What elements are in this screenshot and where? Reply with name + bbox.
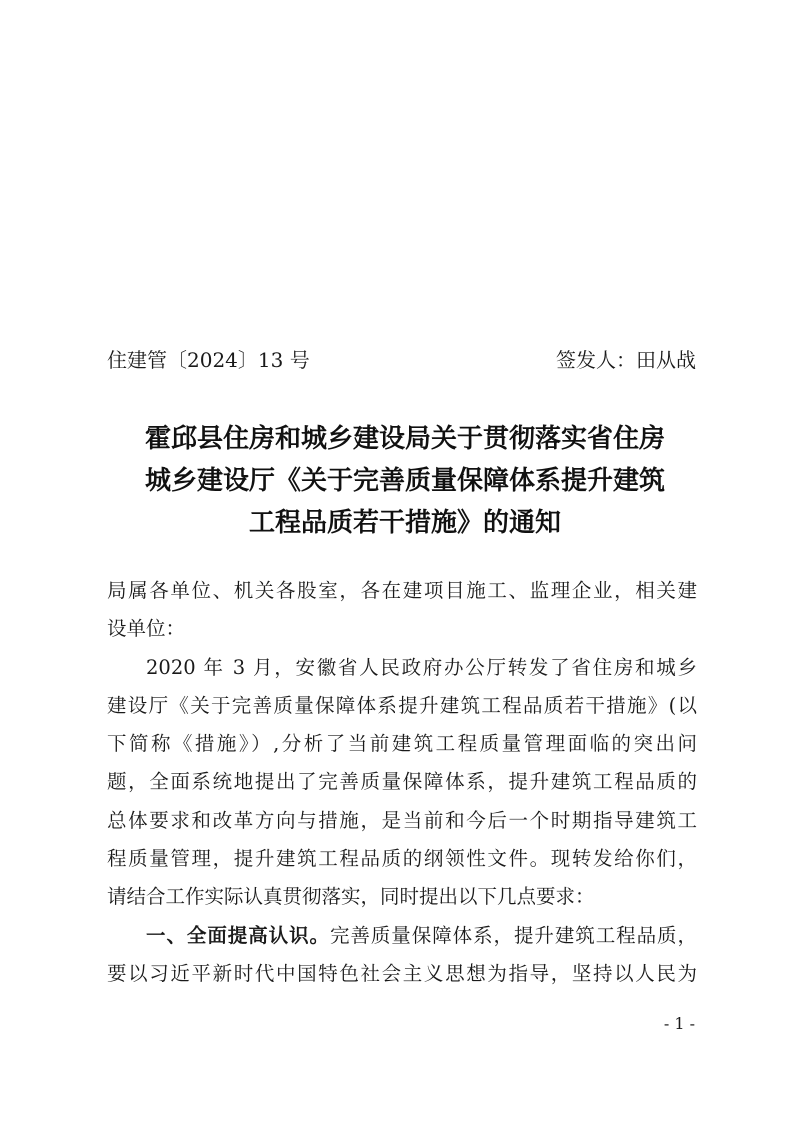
document-header [107,344,696,376]
paragraph-line: 建设厅《关于完善质量保障体系提升建筑工程品质若干措施》(以 [107,693,697,717]
paragraph-line: 要以习近平新时代中国特色社会主义思想为指导，坚持以人民为 [107,961,697,985]
paragraph-line: 请结合工作实际认真贯彻落实，同时提出以下几点要求： [107,885,595,909]
paragraph-line: 程质量管理，提升建筑工程品质的纲领性文件。现转发给你们， [107,847,697,871]
document-body [107,572,697,993]
paragraph-line [107,917,697,955]
section-heading: 一、全面提高认识。 [146,923,330,947]
recipients-line: 设单位： [107,617,186,641]
title-line: 工程品质若干措施》的通知 [248,508,561,538]
paragraph-line: 下简称《措施》）,分析了当前建筑工程质量管理面临的突出问 [107,732,697,756]
paragraph-line: 题，全面系统地提出了完善质量保障体系，提升建筑工程品质的 [107,770,697,794]
signer: 签发人：田从战 [556,348,696,372]
recipients-line: 局属各单位、机关各股室，各在建项目施工、监理企业，相关建 [107,579,697,602]
document-number: 住建管〔2024〕13 号 [107,348,310,372]
title-line: 城乡建设厅《关于完善质量保障体系提升建筑 [144,466,665,496]
page-number: - 1 - [663,1014,695,1033]
document-title [100,418,710,544]
title-line: 霍邱县住房和城乡建设局关于贯彻落实省住房 [144,424,665,454]
paragraph-line: 总体要求和改革方向与措施，是当前和今后一个时期指导建筑工 [107,808,697,832]
paragraph-text: 完善质量保障体系，提升建筑工程品质， [329,923,697,947]
paragraph-line: 2020 年 3 月，安徽省人民政府办公厅转发了省住房和城乡 [146,655,697,679]
